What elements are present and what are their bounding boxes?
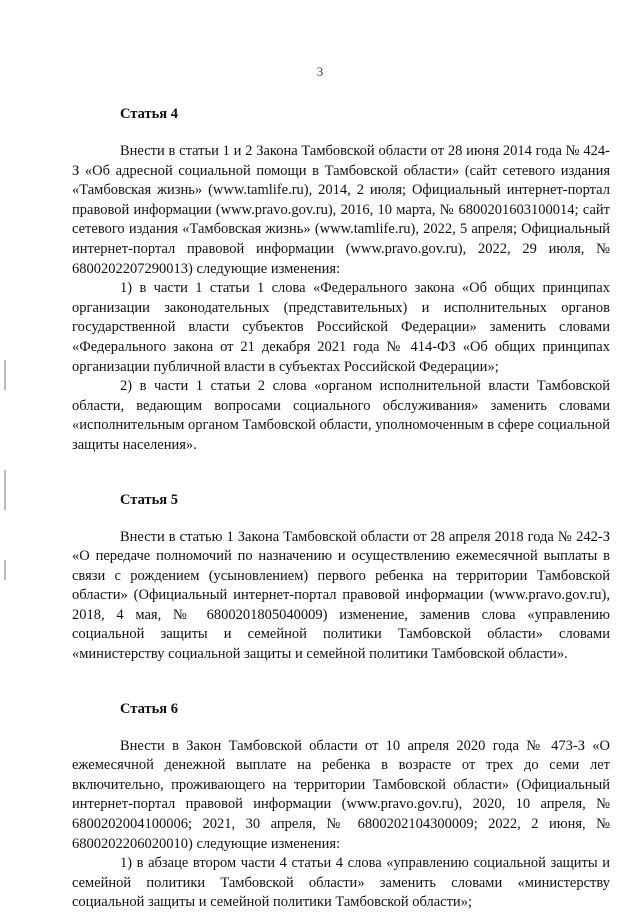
article-paragraph: Внести в Закон Тамбовской области от 10 апреля 2020 года № 473-З «О ежемесячной денежной выплате на ребенка в возрасте от трех до семи лет включительно, проживающего на территории Тамбовской области» (Официальный интернет-портал правовой информации (www.pravo.gov.ru), 2020, 10 апреля, № 6800202004100006; 2021, 30 апреля, № 6800202104300009; 2022, 2 июня, № 6800202206020010) следующие изменения: (72, 737, 610, 852)
article-paragraph: Внести в статьи 1 и 2 Закона Тамбовской области от 28 июня 2014 года № 424-З «Об адресной социальной помощи в Тамбовской области» (сайт сетевого издания «Тамбовская жизнь» (www.tamlife.ru), 2014, 2 июля; Официальный интернет-портал правовой информации (www.pravo.gov.ru), 2016, 10 марта, № 6800201603100014; сайт сетевого издания «Тамбовская жизнь» (www.tamlife.ru), 2022, 5 апреля; Официальный интернет-портал правовой информации (www.pravo.gov.ru), 2022, 29 июля, № 6800202207290013) следующие изменения: (72, 143, 610, 277)
margin-mark (4, 470, 6, 510)
document-body (72, 104, 610, 913)
article-paragraph: 1) в части 1 статьи 1 слова «Федерального закона «Об общих принципах организации законодательных (представительных) и исполнительных органов государственной власти субъектов Российской Федерации» заменить словами «Федерального закона от 21 декабря 2021 года № 414-ФЗ «Об общих принципах организации публичной власти в субъектах Российской Федерации»; (72, 280, 610, 375)
article-title: Статья 6 (120, 700, 178, 717)
margin-mark (4, 560, 6, 580)
article-title: Статья 4 (120, 106, 178, 122)
article-paragraph: 1) в абзаце втором части 4 статьи 4 слова «управлению социальной защиты и семейной политики Тамбовской области» заменить словами «министерству социальной защиты и семейной политики Тамбовской области»; (72, 855, 610, 911)
article-title: Статья 5 (120, 491, 178, 508)
margin-mark (4, 360, 6, 390)
article-paragraph: 2) в части 1 статьи 2 слова «органом исполнительной власти Тамбовской области, ведающим вопросами социального обслуживания» заменить словами «исполнительным органом Тамбовской области, уполномоченным в сфере социальной защиты населения». (72, 378, 610, 453)
page-number: 3 (316, 64, 324, 79)
article-paragraph: Внести в статью 1 Закона Тамбовской области от 28 апреля 2018 года № 242-З «О передаче полномочий по назначению и осуществлению ежемесячной выплаты в связи с рождением (усыновлением) первого ребенка на территории Тамбовской области» (Официальный интернет-портал правовой информации (www.pravo.gov.ru), 2018, 4 мая, № 6800201805040009) изменение, заменив слова «управлению социальной защиты и семейной политики Тамбовской области» словами «министерству социальной защиты и семейной политики Тамбовской области». (72, 528, 610, 663)
